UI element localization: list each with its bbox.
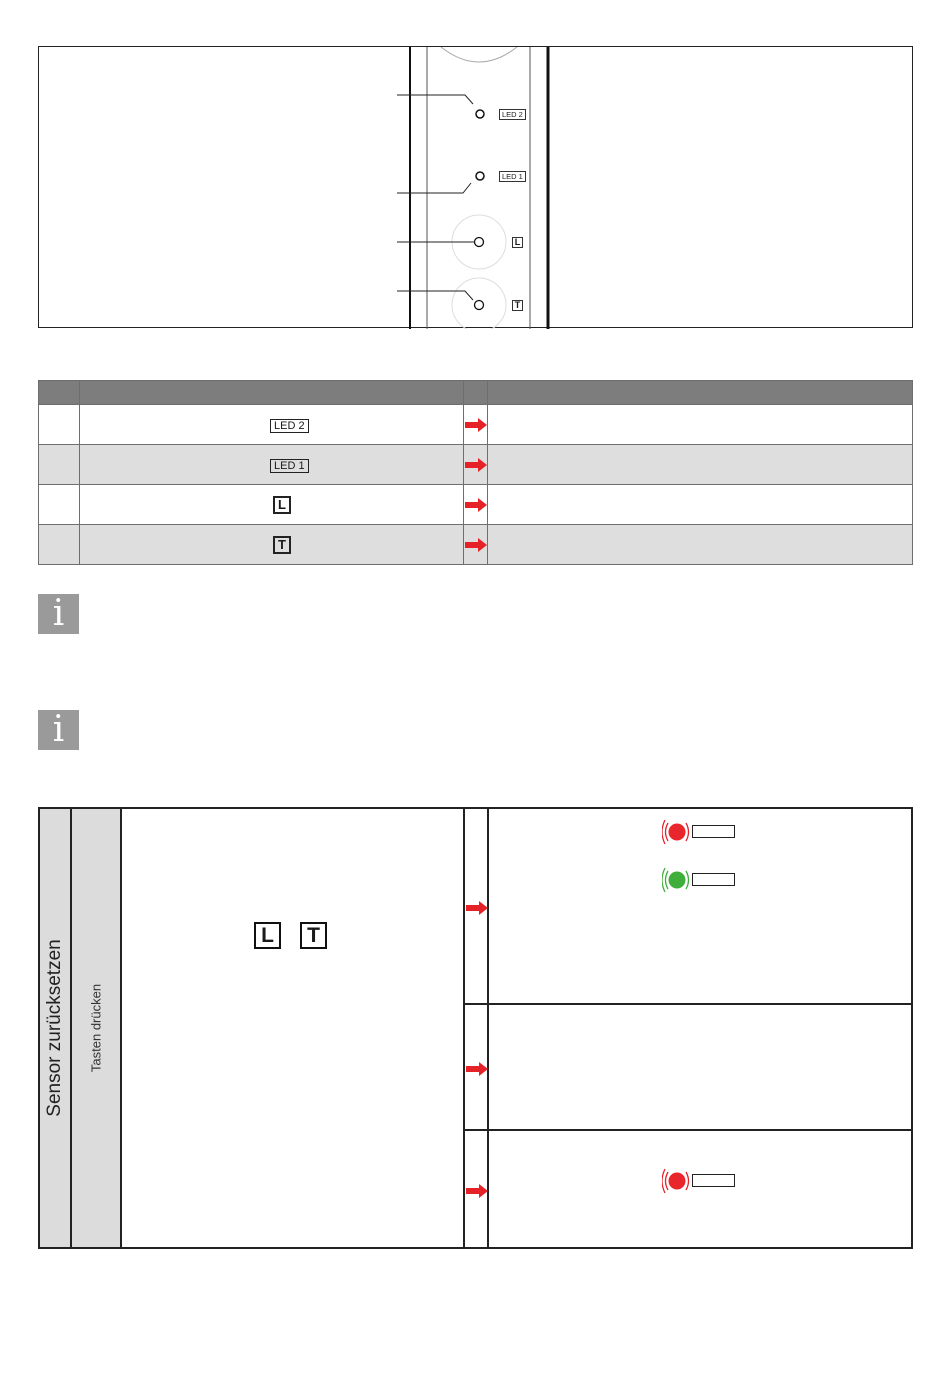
- led-box: [692, 825, 735, 838]
- legend-row-key-l: [39, 485, 913, 525]
- procedure-step-column: [72, 809, 122, 1247]
- device-drawing: [39, 47, 914, 329]
- led2-label: LED 2: [499, 109, 526, 120]
- procedure-title-column: [40, 809, 72, 1247]
- key-t-tag: T: [273, 536, 291, 554]
- arrow-column: [465, 809, 489, 1247]
- legend-row-led1: [39, 445, 913, 485]
- led1-tag: LED 1: [270, 459, 309, 473]
- arrow-right-icon: [466, 1184, 488, 1198]
- led2-indicator: [476, 110, 484, 118]
- led2-tag: LED 2: [270, 419, 309, 433]
- arrow-right-icon: [465, 418, 487, 432]
- key-l-label: L: [512, 237, 523, 248]
- keys-to-press: [254, 922, 346, 949]
- legend-row-key-t: [39, 525, 913, 565]
- led-green-blinking: [662, 865, 692, 900]
- legend-header: [39, 381, 913, 405]
- procedure-step-label: Tasten drücken: [88, 983, 104, 1073]
- t-button: [475, 301, 484, 310]
- key-t-label: T: [512, 300, 523, 311]
- legend-table: [38, 380, 913, 565]
- led-red-blinking: [662, 1166, 692, 1201]
- blinking-red-led-icon: [662, 1166, 692, 1196]
- result-column: [489, 809, 911, 1247]
- led1-label: LED 1: [499, 171, 526, 182]
- action-column: [122, 809, 465, 1247]
- blinking-green-led-icon: [662, 865, 692, 895]
- arrow-right-icon: [465, 498, 487, 512]
- led1-indicator: [476, 172, 484, 180]
- key-t: T: [300, 922, 327, 949]
- key-l: L: [254, 922, 281, 949]
- arrow-right-icon: [466, 1062, 488, 1076]
- blinking-red-led-icon: [662, 817, 692, 847]
- arrow-right-icon: [466, 901, 488, 915]
- led-box: [692, 1174, 735, 1187]
- arrow-right-icon: [465, 538, 487, 552]
- info-icon: i: [38, 594, 79, 634]
- led-box: [692, 873, 735, 886]
- device-figure: [38, 46, 913, 328]
- legend-row-led2: [39, 405, 913, 445]
- procedure-title: Sensor zurücksetzen: [44, 939, 65, 1117]
- l-button: [475, 238, 484, 247]
- led-red-blinking: [662, 817, 692, 852]
- key-l-tag: L: [273, 496, 291, 514]
- reset-procedure-table: [38, 807, 913, 1249]
- arrow-right-icon: [465, 458, 487, 472]
- info-icon: i: [38, 710, 79, 750]
